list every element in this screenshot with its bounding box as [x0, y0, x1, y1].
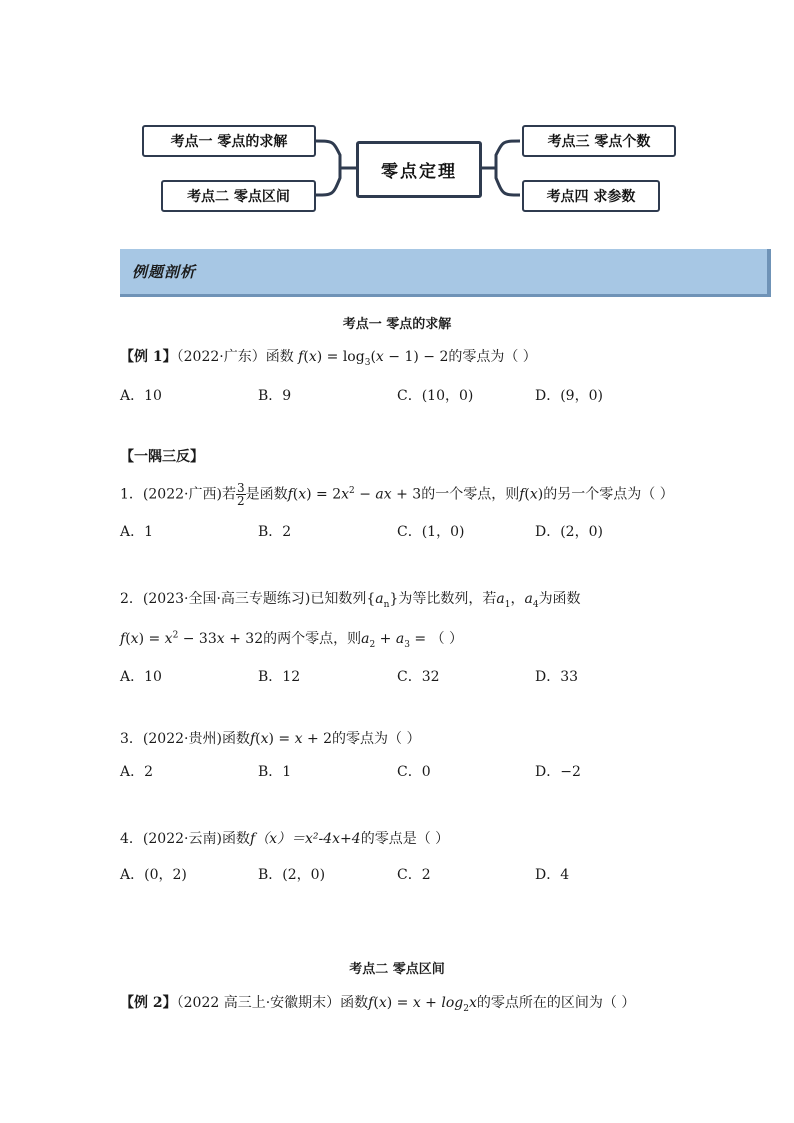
- banner-title: 例题剖析: [132, 263, 197, 281]
- stem-text: 的零点为（ ）: [448, 349, 537, 365]
- q2-stem-line2: $f(x) = x^2 - 33x + 32$的两个零点，则$a_2 + a_3$ = （ ）: [120, 630, 464, 650]
- q-num: 3．: [120, 731, 143, 747]
- source: (2022·云南): [142, 831, 222, 847]
- stem-text: 函数: [221, 731, 250, 747]
- option-c: C．(10，0): [397, 388, 474, 404]
- q-num: 4．: [120, 831, 143, 847]
- q-num: 1．: [120, 486, 143, 503]
- option-d: D．4: [535, 867, 570, 883]
- stem-text: 的零点所在的区间为（ ）: [476, 995, 636, 1011]
- option-a: A．1: [120, 524, 154, 540]
- stem-text: 是函数: [245, 486, 288, 503]
- topic-box-1: 考点一 零点的求解: [142, 125, 316, 157]
- q3-stem: 3．(2022·贵州)函数f(x) = x + 2的零点为（ ）: [120, 731, 421, 747]
- math-expr: f: [298, 349, 304, 365]
- fraction-3-2: $\frac{3}{2}$: [236, 481, 245, 508]
- option-a: A．2: [120, 764, 154, 780]
- option-c: C．0: [397, 764, 431, 780]
- math-expr: f（x）＝x²-4x+4: [249, 831, 361, 847]
- stem-text: 的两个零点，则: [263, 631, 362, 647]
- source: (2022·贵州): [142, 731, 222, 747]
- section-banner: [120, 249, 771, 297]
- option-b: B．1: [258, 764, 292, 780]
- option-a: A．10: [120, 388, 162, 404]
- option-b: B．9: [258, 388, 292, 404]
- mindmap-connectors: [0, 0, 794, 240]
- option-d: D．−2: [535, 764, 581, 780]
- q2-stem: 2．(2023·全国·高三专题练习)已知数列$\{a_n\}$为等比数列，若$a_1$，$a_4$为函数: [120, 591, 581, 610]
- example-tag: 【例 1】: [120, 349, 177, 365]
- stem-text: 若: [221, 486, 236, 503]
- option-d: D．(9，0): [535, 388, 603, 404]
- q-num: 2．: [120, 591, 143, 607]
- q1-stem: 1．(2022·广西)若 $\frac{3}{2}$ 是函数$f(x) = 2x^2$ − ax + 3的一个零点，则f(x)的另一个零点为（ ）: [120, 481, 674, 508]
- option-c: C．(1，0): [397, 524, 465, 540]
- stem-text: 的一个零点，则: [421, 486, 520, 503]
- stem-text: 函数: [340, 995, 369, 1011]
- example1-stem: 【例 1】（2022·广东）函数 $f(x) = \log_3(x - 1) - 2$的零点为（ ）: [120, 349, 537, 368]
- option-d: D．33: [535, 669, 579, 685]
- example2-stem: 【例 2】（2022 高三上·安徽期末）函数$f(x) = x + \log_2x$的零点所在的区间为（ ）: [120, 995, 636, 1014]
- section2-heading: 考点二 零点区间: [349, 962, 445, 977]
- source: (2022·广西): [142, 486, 222, 503]
- mindmap-center: 零点定理: [356, 141, 482, 198]
- practice-tag: 【一隅三反】: [120, 449, 204, 465]
- option-b: B．(2，0): [258, 867, 326, 883]
- stem-text: 函数: [265, 349, 294, 365]
- stem-text: 的零点为（ ）: [332, 731, 421, 747]
- option-b: B．12: [258, 669, 301, 685]
- q4-stem: [120, 828, 449, 848]
- option-a: A．(0，2): [120, 867, 187, 883]
- source: （2022 高三上·安徽期末）: [176, 995, 341, 1011]
- option-c: C．2: [397, 867, 431, 883]
- stem-text: 已知数列: [310, 591, 367, 607]
- example-tag: 【例 2】: [120, 995, 177, 1011]
- option-b: B．2: [258, 524, 292, 540]
- stem-text: 为等比数列，若: [398, 591, 497, 607]
- topic-box-2: 考点二 零点区间: [161, 180, 316, 212]
- stem-text: ，: [510, 591, 525, 607]
- option-c: C．32: [397, 669, 440, 685]
- stem-text: 的另一个零点为（ ）: [543, 486, 674, 503]
- section1-heading: 考点一 零点的求解: [342, 317, 452, 332]
- option-a: A．10: [120, 669, 162, 685]
- stem-text: （ ）: [430, 631, 464, 647]
- stem-text: 的零点是（ ）: [360, 831, 450, 847]
- stem-text: 为函数: [538, 591, 581, 607]
- topic-box-4: 考点四 求参数: [522, 180, 660, 212]
- option-d: D．(2，0): [535, 524, 603, 540]
- stem-text: 函数: [221, 831, 250, 847]
- source: (2023·全国·高三专题练习): [142, 591, 311, 607]
- source: （2022·广东）: [176, 349, 266, 365]
- topic-box-3: 考点三 零点个数: [522, 125, 676, 157]
